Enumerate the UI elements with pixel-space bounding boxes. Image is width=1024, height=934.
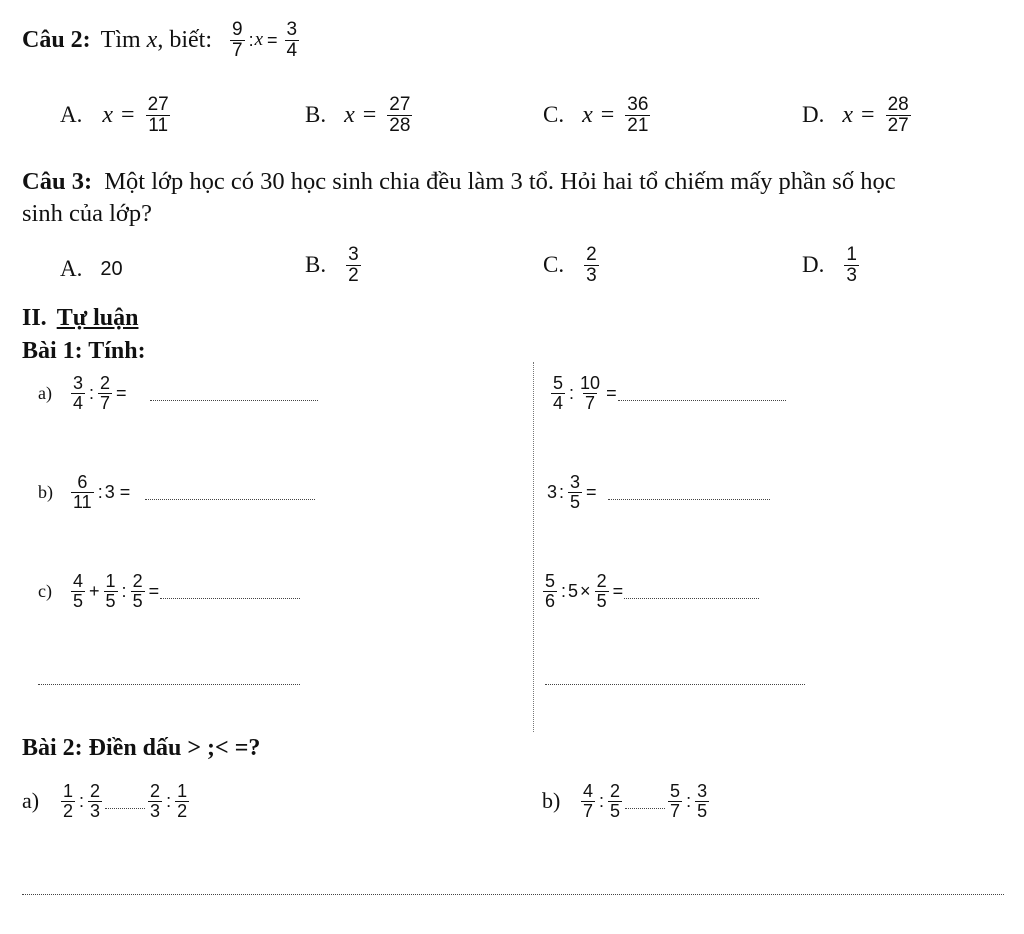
equals-sign: = bbox=[606, 382, 617, 403]
fraction-denominator: 11 bbox=[148, 114, 169, 136]
fraction bbox=[71, 572, 85, 611]
fraction bbox=[581, 782, 595, 821]
question-2-text-pre: Tìm bbox=[100, 26, 141, 53]
fraction-numerator: 2 bbox=[132, 571, 143, 591]
option-eq: = bbox=[362, 101, 377, 128]
section-heading bbox=[22, 305, 138, 332]
answer-blank[interactable] bbox=[150, 386, 318, 401]
fraction-denominator: 5 bbox=[132, 590, 143, 611]
option-fraction bbox=[146, 95, 171, 136]
fraction bbox=[61, 782, 75, 821]
fraction-numerator: 1 bbox=[105, 571, 116, 591]
fraction-denominator: 11 bbox=[73, 491, 92, 512]
fraction bbox=[695, 782, 709, 821]
option-letter: A. bbox=[60, 256, 83, 281]
whole-number: 5 bbox=[568, 580, 579, 601]
item-label: a) bbox=[22, 788, 40, 814]
fraction bbox=[88, 782, 102, 821]
question-2-option-b bbox=[305, 95, 415, 136]
fraction-numerator: 2 bbox=[150, 781, 161, 801]
answer-blank[interactable] bbox=[624, 584, 759, 599]
exercise-1-title: Bài 1: Tính: bbox=[22, 338, 146, 364]
fraction-numerator: 2 bbox=[90, 781, 101, 801]
exercise-2-title: Bài 2: Điền dấu > ;< =? bbox=[22, 735, 261, 761]
operator: : bbox=[121, 580, 127, 601]
fraction-numerator: 27 bbox=[147, 94, 169, 115]
operator: : bbox=[79, 790, 85, 811]
option-eq: = bbox=[600, 101, 615, 128]
fraction bbox=[595, 572, 609, 611]
option-letter: D. bbox=[802, 102, 825, 128]
question-2-option-d bbox=[802, 95, 914, 136]
fraction-numerator: 3 bbox=[73, 373, 84, 393]
operator: : bbox=[559, 481, 565, 502]
question-3-option-c bbox=[543, 245, 602, 286]
option-letter: A. bbox=[60, 102, 83, 128]
fraction-denominator: 7 bbox=[583, 800, 594, 821]
option-fraction bbox=[625, 95, 650, 136]
fraction-denominator: 7 bbox=[670, 800, 681, 821]
operator: : bbox=[686, 790, 692, 811]
fraction-denominator: 3 bbox=[150, 800, 161, 821]
operator: : bbox=[97, 481, 103, 502]
option-fraction bbox=[584, 245, 599, 286]
operator: : bbox=[561, 580, 567, 601]
fraction-denominator: 3 bbox=[90, 800, 101, 821]
fraction bbox=[578, 374, 602, 413]
fraction-denominator: 5 bbox=[105, 590, 116, 611]
fraction-numerator: 9 bbox=[231, 19, 243, 40]
option-fraction bbox=[886, 95, 911, 136]
option-fraction bbox=[844, 245, 859, 286]
working-line-left[interactable] bbox=[38, 670, 300, 685]
option-letter: C. bbox=[543, 102, 565, 128]
question-3-line-2: sinh của lớp? bbox=[22, 200, 152, 227]
equals-sign: = bbox=[586, 481, 597, 502]
option-letter: C. bbox=[543, 252, 565, 278]
question-3-line-1 bbox=[22, 168, 896, 196]
fraction-denominator: 2 bbox=[177, 800, 188, 821]
fraction-denominator: 7 bbox=[585, 392, 596, 413]
question-2-x: x bbox=[254, 29, 264, 51]
question-2-eq: = bbox=[267, 29, 278, 50]
operator: + bbox=[89, 580, 100, 601]
fraction-numerator: 3 bbox=[570, 472, 581, 492]
fraction-denominator: 5 bbox=[570, 491, 581, 512]
fraction-denominator: 6 bbox=[545, 590, 556, 611]
fraction bbox=[175, 782, 189, 821]
operator: × bbox=[580, 580, 591, 601]
fraction-denominator: 7 bbox=[100, 392, 111, 413]
fraction-numerator: 5 bbox=[670, 781, 681, 801]
fraction bbox=[543, 572, 557, 611]
equals-sign: = bbox=[116, 382, 127, 403]
exercise-1c-right bbox=[540, 572, 759, 611]
answer-blank[interactable] bbox=[145, 485, 315, 500]
fraction-denominator: 28 bbox=[389, 114, 411, 136]
option-letter: D. bbox=[802, 252, 825, 278]
fraction-denominator: 27 bbox=[887, 114, 909, 136]
fraction-numerator: 2 bbox=[100, 373, 111, 393]
option-var: x bbox=[344, 101, 355, 128]
option-letter: B. bbox=[305, 102, 327, 128]
exercise-1b-left bbox=[38, 473, 315, 512]
fraction-numerator: 28 bbox=[887, 94, 909, 115]
whole-number: 3 bbox=[104, 481, 115, 502]
option-eq: = bbox=[121, 101, 135, 128]
fraction-numerator: 2 bbox=[610, 781, 621, 801]
exercise-1a-right bbox=[548, 374, 786, 413]
question-2-option-c bbox=[543, 95, 653, 136]
fraction bbox=[668, 782, 682, 821]
option-var: x bbox=[842, 101, 854, 128]
fraction bbox=[71, 374, 85, 413]
fraction bbox=[148, 782, 162, 821]
item-label: a) bbox=[38, 382, 52, 403]
working-line-bottom[interactable] bbox=[22, 880, 1004, 895]
working-line-right[interactable] bbox=[545, 670, 805, 685]
question-3-option-b bbox=[305, 245, 364, 286]
question-3-option-a bbox=[60, 256, 123, 282]
equals-sign: = bbox=[612, 580, 624, 601]
fraction-numerator: 2 bbox=[586, 244, 597, 265]
fraction-denominator: 7 bbox=[231, 39, 243, 61]
question-2-var: x bbox=[146, 26, 158, 53]
option-var: x bbox=[582, 101, 593, 128]
section-roman: II. bbox=[22, 305, 47, 331]
fraction-numerator: 10 bbox=[580, 373, 601, 393]
operator: : bbox=[89, 382, 95, 403]
equals-sign: = bbox=[119, 481, 131, 502]
fraction bbox=[104, 572, 118, 611]
column-divider bbox=[533, 362, 534, 732]
option-var: x bbox=[102, 101, 114, 128]
equals-sign: = bbox=[148, 580, 160, 601]
question-2-fraction-1 bbox=[230, 20, 245, 61]
fraction-denominator: 3 bbox=[846, 264, 857, 286]
answer-blank[interactable] bbox=[160, 584, 300, 599]
fraction-denominator: 5 bbox=[73, 590, 84, 611]
fraction-denominator: 21 bbox=[627, 114, 649, 136]
fraction-numerator: 5 bbox=[545, 571, 556, 591]
answer-blank[interactable] bbox=[608, 485, 770, 500]
question-3-label: Câu 3: bbox=[22, 168, 93, 195]
fraction-denominator: 4 bbox=[553, 392, 564, 413]
operator: : bbox=[166, 790, 172, 811]
fraction-numerator: 27 bbox=[389, 94, 411, 115]
question-2-fraction-2 bbox=[285, 20, 300, 61]
fraction-numerator: 3 bbox=[348, 244, 359, 265]
fraction-numerator: 1 bbox=[177, 781, 188, 801]
question-2-op: : bbox=[248, 29, 254, 50]
answer-blank[interactable] bbox=[618, 386, 786, 401]
question-2-text-post: , biết: bbox=[157, 26, 212, 53]
fraction-numerator: 4 bbox=[73, 571, 84, 591]
question-2-label: Câu 2: bbox=[22, 26, 91, 53]
exercise-1a-left bbox=[38, 374, 318, 413]
fraction bbox=[131, 572, 145, 611]
option-fraction bbox=[387, 95, 412, 136]
item-label: c) bbox=[38, 580, 52, 601]
fraction-denominator: 2 bbox=[348, 264, 359, 286]
fraction-denominator: 4 bbox=[286, 39, 298, 61]
comparison-blank[interactable] bbox=[625, 794, 665, 809]
fraction-numerator: 3 bbox=[286, 19, 298, 40]
fraction-denominator: 2 bbox=[63, 800, 74, 821]
whole-number: 3 bbox=[547, 481, 558, 502]
question-3-option-d bbox=[802, 245, 862, 286]
fraction-numerator: 6 bbox=[77, 472, 88, 492]
fraction-denominator: 3 bbox=[586, 264, 597, 286]
section-title: Tự luận bbox=[56, 305, 139, 331]
option-eq: = bbox=[861, 101, 875, 128]
fraction-denominator: 5 bbox=[697, 800, 708, 821]
fraction-denominator: 5 bbox=[610, 800, 621, 821]
comparison-blank[interactable] bbox=[105, 794, 145, 809]
item-label: b) bbox=[542, 788, 561, 814]
item-label: b) bbox=[38, 481, 53, 502]
fraction-numerator: 1 bbox=[846, 244, 857, 265]
fraction-numerator: 2 bbox=[596, 571, 607, 591]
option-letter: B. bbox=[305, 252, 327, 278]
exercise-2b bbox=[542, 782, 712, 821]
fraction bbox=[551, 374, 565, 413]
exercise-1b-right bbox=[546, 473, 770, 512]
exercise-1c-left bbox=[38, 572, 300, 611]
fraction-numerator: 4 bbox=[583, 781, 594, 801]
operator: : bbox=[599, 790, 605, 811]
question-2-option-a bbox=[60, 95, 174, 136]
operator: : bbox=[569, 382, 575, 403]
fraction-denominator: 4 bbox=[73, 392, 84, 413]
fraction-numerator: 1 bbox=[63, 781, 74, 801]
fraction-numerator: 3 bbox=[697, 781, 708, 801]
exercise-2a bbox=[22, 782, 192, 821]
fraction bbox=[71, 473, 94, 512]
option-value: 20 bbox=[100, 257, 123, 280]
option-fraction bbox=[346, 245, 361, 286]
fraction bbox=[98, 374, 112, 413]
fraction-denominator: 5 bbox=[596, 590, 607, 611]
question-3-text: Một lớp học có 30 học sinh chia đều làm 3 tổ. Hỏi hai tổ chiếm mấy phần số học bbox=[104, 168, 896, 195]
fraction-numerator: 5 bbox=[553, 373, 564, 393]
question-2-stem bbox=[22, 20, 302, 61]
fraction-numerator: 36 bbox=[627, 94, 649, 115]
fraction bbox=[608, 782, 622, 821]
fraction bbox=[568, 473, 582, 512]
